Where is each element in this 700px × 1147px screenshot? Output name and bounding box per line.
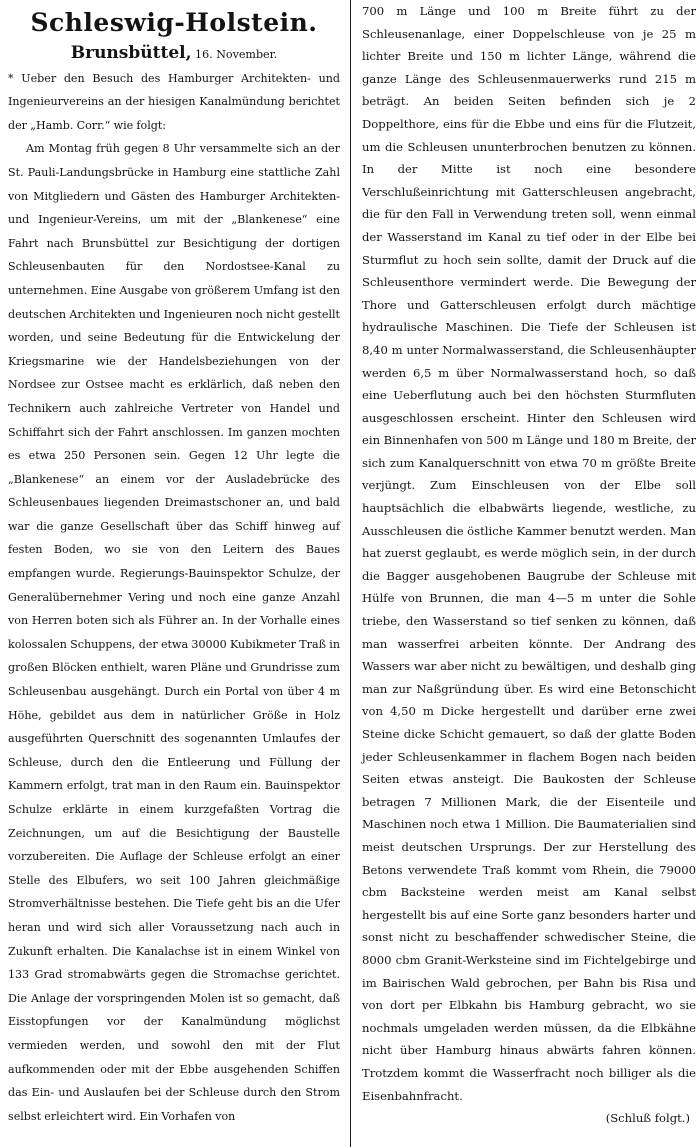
continuation-note: (Schluß folgt.) <box>605 1111 690 1126</box>
intro-paragraph: * Ueber den Besuch des Hamburger Architekten- und Ingenieurvereins an der hiesigen Kanalmündung berichtet der „Hamb. Corr.“ wie folgt: <box>8 71 340 132</box>
dateline <box>8 42 340 67</box>
section-title: Schleswig-Holstein. <box>30 8 318 37</box>
right-body-text: 700 m Länge und 100 m Breite führt zu der Schleusenanlage, einer Doppelschleuse von je 25 m lichter Breite und 150 m lichter Länge, während die ganze Länge des Schleusenmauerwerks rund 215 m beträgt. An beiden Seiten befinden sich je 2 Doppelthore, eins für die Ebbe und eins für die Flutzeit, um die Schleusen ununterbrochen benutzen zu können. In der Mitte ist noch eine besondere Verschlußeinrichtung mit Gatterschleusen angebracht, die für den Fall in Verwendung treten soll, wenn einmal der Wasserstand im Kanal zu tief oder in der Elbe bei Sturmflut zu hoch sein sollte, damit der Druck auf die Schleusenthore vermindert werde. Die Bewegung der Thore und Gatterschleusen erfolgt durch mächtige hydraulische Maschinen. Die Tiefe der Schleusen ist 8,40 m unter Normalwasserstand, die Schleusenhäupter werden 6,5 m über Normalwasserstand hoch, so daß eine Ueberflutung auch bei den höchsten Sturmfluten ausgeschlossen erscheint. Hinter den Schleusen wird ein Binnenhafen von 500 m Länge und 180 m Breite, der sich zum Kanalquerschnitt von etwa 70 m größte Breite verjüngt. Zum Einschleusen von der Elbe soll hauptsächlich die elbabwärts liegende, westliche, zu Ausschleusen die östliche Kammer benutzt werden. Man hat zuerst geglaubt, es werde möglich sein, in der durch die Bagger ausgehobenen Baugrube der Schleuse mit Hülfe von Brunnen, die man 4—5 m unter die Sohle triebe, den Wasserstand so tief senken zu können, daß man wasserfrei arbeiten könnte. Der Andrang des Wassers war aber nicht zu bewältigen, und deshalb ging man zur Naßgründung über. Es wird eine Betonschicht von 4,50 m Dicke hergestellt und darüber erne zwei Steine dicke Schicht gemauert, so daß der glatte Boden jeder Schleusenkammer in flachem Bogen nach beiden Seiten etwas ansteigt. Die Baukosten der Schleuse betragen 7 Millionen Mark, die der Eisenteile und Maschinen noch etwa 1 Million. Die Baumaterialien sind meist deutschen Ursprungs. Der zur Herstellung des Betons verwendete Traß kommt vom Rhein, die 79000 cbm Backsteine werden meist am Kanal selbst hergestellt bis auf eine Sorte ganz besonders harter und sonst nicht zu beschaffender schwedischer Steine, die 8000 cbm Granit-Werksteine sind im Fichtelgebirge und im Bairischen Wald gebrochen, per Bahn bis Risa und von dort per Elbkahn bis Hamburg gebracht, wo sie nochmals umgeladen werden müssen, da die Elbkähne nicht über Hamburg hinaus abwärts fahren können. Trotzdem kommt die Wasserfracht noch billiger als die Eisenbahnfracht. <box>362 4 696 1103</box>
dateline-date: 16. November. <box>195 48 278 61</box>
left-body-text: Am Montag früh gegen 8 Uhr versammelte sich an der St. Pauli-Landungsbrücke in Hamburg eine stattliche Zahl von Mitgliedern und Gästen des Hamburger Architekten- und Ingenieur-Vereins, um mit der „Blankenese“ eine Fahrt nach Brunsbüttel zur Besichtigung der dortigen Schleusenbauten für den Nordostsee-Kanal zu unternehmen. Eine Ausgabe von größerem Umfang ist den deutschen Architekten und Ingenieuren noch nicht gestellt worden, und seine Bedeutung für die Entwickelung der Kriegsmarine wie der Handelsbeziehungen von der Nordsee zur Ostsee macht es erklärlich, daß neben den Technikern auch zahlreiche Vertreter von Handel und Schiffahrt sich der Fahrt anschlossen. Im ganzen mochten es etwa 250 Personen sein. Gegen 12 Uhr legte die „Blankenese“ an einem vor der Ausladebrücke des Schleusenbaues liegenden Dreimastschoner an, und bald war die ganze Gesellschaft über das Schiff hinweg auf festen Boden, wo sie von den Leitern des Baues empfangen wurde. Regierungs-Bauinspektor Schulze, der Generalübernehmer Vering und noch eine ganze Anzahl von Herren boten sich als Führer an. In der Vorhalle eines kolossalen Schuppens, der etwa 30000 Kubikmeter Traß in großen Blöcken enthielt, waren Pläne und Grundrisse zum Schleusenbau ausgehängt. Durch ein Portal von über 4 m Höhe, gebildet aus dem in natürlicher Größe in Holz ausgeführten Querschnitt des sogenannten Umlaufes der Schleuse, durch den die Entleerung und Füllung der Kammern erfolgt, trat man in den Raum ein. Bauinspektor Schulze erklärte in einem kurzgefaßten Vortrag die Zeichnungen, um auf die Besichtigung der Baustelle vorzubereiten. Die Auflage der Schleuse erfolgt an einer Stelle des Elbufers, wo seit 100 Jahren gleichmäßige Stromverhältnisse bestehen. Die Tiefe geht bis an die Ufer heran und wird sich aller Voraussetzung nach auch in Zukunft erhalten. Die Kanalachse ist in einem Winkel von 133 Grad stromabwärts gegen die Stromachse gerichtet. Die Anlage der vorspringenden Molen ist so gemacht, daß Eisstopfungen vor der Kanalmündung möglichst vermieden werden, und sowohl den mit der Flut aufkommenden oder mit der Ebbe ausgehenden Schiffen das Ein- und Auslaufen bei der Schleuse durch den Strom selbst erleichtert wird. Ein Vorhafen von <box>8 142 340 1123</box>
column-divider <box>350 0 351 1147</box>
left-column <box>0 0 346 1128</box>
dateline-place: Brunsbüttel, <box>70 43 192 63</box>
right-column <box>356 0 700 1129</box>
